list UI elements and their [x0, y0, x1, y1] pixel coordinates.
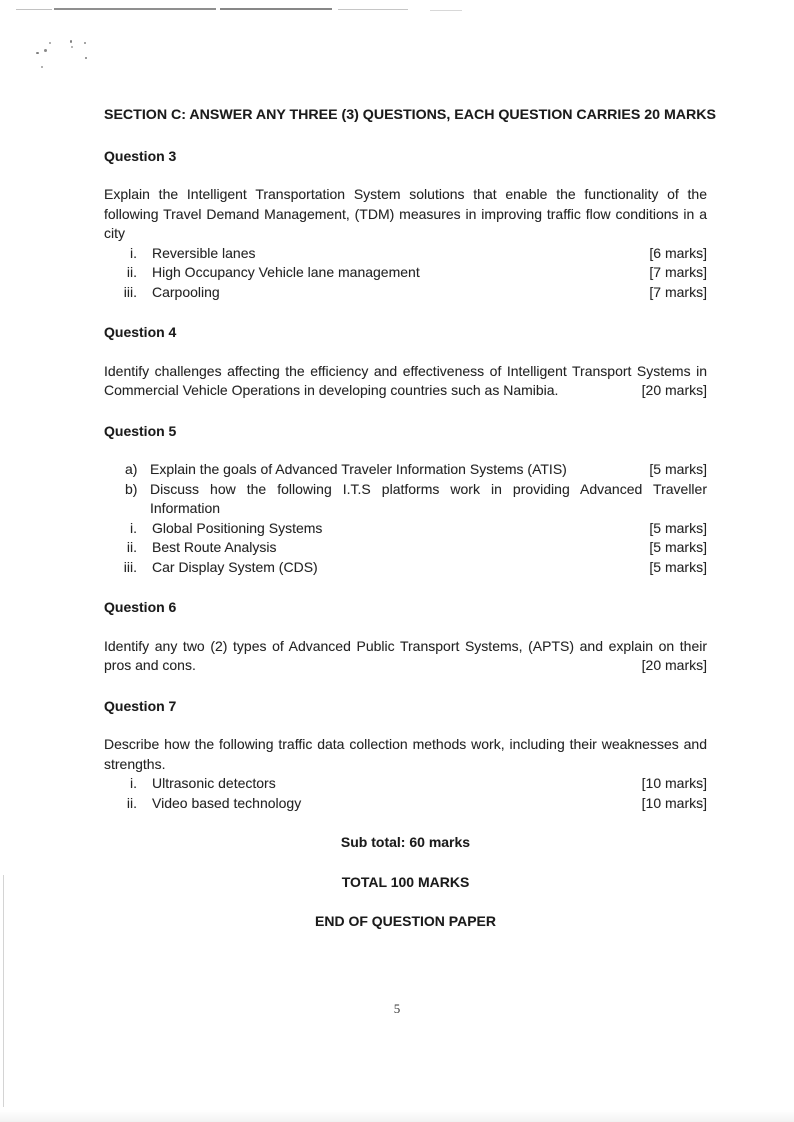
question-5-title: Question 5 — [104, 422, 177, 439]
item-text: Best Route Analysis — [152, 539, 277, 555]
item-text: Global Positioning Systems — [152, 519, 323, 536]
question-7-list — [104, 774, 707, 813]
question-3-intro: Explain the Intelligent Transportation System solutions that enable the functionality of the following Travel Demand Management, (TDM) measures in improving traffic flow conditions in a city — [104, 186, 707, 241]
item-numeral: i. — [130, 775, 137, 791]
list-item — [104, 558, 707, 578]
list-item — [104, 794, 707, 814]
end-of-paper-line: END OF QUESTION PAPER — [315, 913, 496, 929]
item-marks: [7 marks] — [649, 283, 707, 300]
list-item — [104, 244, 707, 264]
scan-artifact-left-line — [3, 875, 4, 1107]
item-marks: [6 marks] — [649, 244, 707, 261]
list-item — [104, 283, 707, 303]
item-marks: [10 marks] — [641, 794, 707, 811]
question-5-list — [104, 519, 707, 578]
item-letter: a) — [125, 461, 138, 477]
list-item — [104, 519, 707, 539]
item-numeral: ii. — [126, 264, 137, 280]
question-7-intro: Describe how the following traffic data collection methods work, including their weaknesses and strengths. — [104, 736, 707, 772]
subtotal-line: Sub total: 60 marks — [340, 834, 471, 850]
question-6-text — [104, 637, 707, 676]
list-item — [104, 263, 707, 283]
item-numeral: iii. — [123, 283, 137, 300]
item-text: High Occupancy Vehicle lane management — [152, 264, 420, 280]
scan-speck — [84, 42, 86, 44]
list-item — [104, 774, 707, 794]
page-content — [104, 106, 716, 932]
scan-artifact-topline — [16, 9, 52, 10]
question-7-block — [104, 697, 707, 814]
question-6-block — [104, 598, 707, 676]
scan-artifact-topline — [220, 8, 332, 10]
question-3-block — [104, 147, 707, 303]
item-marks: [5 marks] — [649, 558, 707, 575]
item-numeral: ii. — [126, 794, 137, 811]
lettered-item — [104, 480, 707, 519]
question-5-block — [104, 422, 707, 578]
total-line: TOTAL 100 MARKS — [341, 873, 470, 890]
item-marks: [5 marks] — [649, 539, 707, 555]
item-marks: [7 marks] — [649, 264, 707, 280]
scan-speck — [70, 40, 72, 43]
scan-speck — [41, 66, 43, 68]
question-4-text — [104, 362, 707, 401]
item-text: Reversible lanes — [152, 244, 256, 261]
scan-speck — [49, 42, 51, 44]
item-text: Ultrasonic detectors — [152, 775, 276, 791]
item-text: Car Display System (CDS) — [152, 558, 318, 575]
item-numeral: i. — [130, 519, 137, 536]
scan-artifact-topline — [338, 9, 408, 10]
item-numeral: ii. — [126, 539, 137, 555]
item-letter: b) — [125, 480, 138, 497]
question-4-marks: [20 marks] — [641, 382, 707, 398]
item-text: Explain the goals of Advanced Traveler Information Systems (ATIS) — [150, 461, 567, 477]
item-marks: [10 marks] — [641, 775, 707, 791]
item-numeral: i. — [130, 244, 137, 261]
question-6-marks: [20 marks] — [641, 657, 707, 673]
item-numeral: iii. — [123, 558, 137, 575]
item-marks: [5 marks] — [649, 461, 707, 477]
question-4-title: Question 4 — [104, 324, 177, 340]
item-text: Video based technology — [152, 794, 302, 811]
question-7-title: Question 7 — [104, 697, 177, 714]
question-3-list — [104, 244, 707, 303]
question-4-intro: Identify challenges affecting the efficiency and effectiveness of Intelligent Transport Systems in Commercial Vehicle Operations in developing countries such as Namibia. — [104, 362, 707, 398]
question-3-title: Question 3 — [104, 147, 177, 164]
item-text: Carpooling — [152, 283, 220, 300]
section-c-header: SECTION C: ANSWER ANY THREE (3) QUESTIONS, EACH QUESTION CARRIES 20 MARKS — [104, 107, 716, 123]
list-item — [104, 538, 707, 558]
item-marks: [5 marks] — [649, 519, 707, 536]
scan-speck — [85, 57, 87, 59]
scan-artifact-topline — [430, 10, 462, 11]
scan-edge-shadow — [0, 1110, 794, 1122]
scan-speck — [36, 52, 39, 54]
question-4-block — [104, 323, 707, 401]
question-6-title: Question 6 — [104, 599, 177, 615]
scan-artifact-topline — [54, 8, 216, 10]
scan-speck — [44, 49, 47, 52]
item-text: Discuss how the following I.T.S platforms work in providing Advanced Traveller Information — [150, 480, 707, 516]
page-number: 5 — [393, 1001, 401, 1016]
question-6-intro: Identify any two (2) types of Advanced Public Transport Systems, (APTS) and explain on their pros and cons. — [104, 637, 707, 673]
scan-speck — [71, 46, 73, 48]
lettered-item — [104, 460, 707, 480]
